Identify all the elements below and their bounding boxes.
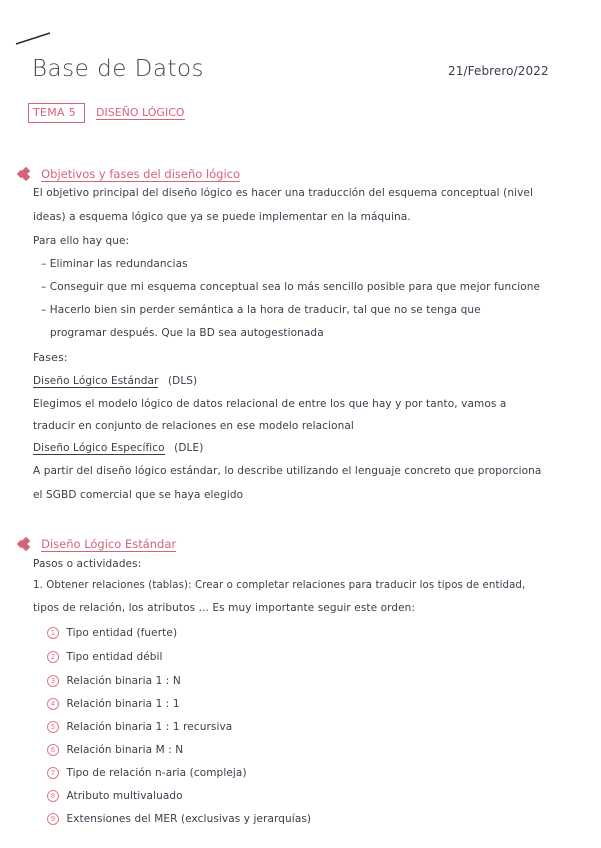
list-item	[47, 767, 247, 779]
step-number-badge: 1	[47, 627, 59, 639]
list-item	[47, 790, 183, 802]
list-item-text: Tipo entidad (fuerte)	[66, 627, 178, 639]
list-item-text: Extensiones del MER (exclusivas y jerarquías)	[66, 813, 312, 825]
section1-heading: Objetivos y fases del diseño lógico	[41, 167, 241, 181]
list-item-text: Relación binaria M : N	[66, 744, 184, 756]
section1-bullet-1: – Eliminar las redundancias	[41, 258, 188, 270]
dls-heading	[33, 375, 197, 387]
dle-abbr: (DLE)	[174, 442, 204, 454]
dle-title: Diseño Lógico Específico	[33, 442, 165, 454]
dls-title: Diseño Lógico Estándar	[33, 375, 159, 387]
list-item	[47, 675, 181, 687]
section1-intro: Para ello hay que:	[33, 235, 130, 247]
dls-line1: Elegimos el modelo lógico de datos relacional de entre los que hay y por tanto, vamos a	[33, 398, 507, 410]
pen-mark	[14, 30, 54, 48]
list-item-text: Relación binaria 1 : N	[66, 675, 181, 687]
section2-heading: Diseño Lógico Estándar	[41, 537, 177, 551]
diamond-bullet-icon	[18, 168, 34, 180]
step-number-badge: 9	[47, 813, 59, 825]
list-item	[47, 651, 163, 663]
list-item-text: Tipo entidad débil	[66, 651, 163, 663]
dle-line2: el SGBD comercial que se haya elegido	[33, 489, 244, 501]
page-date: 21/Febrero/2022	[448, 64, 549, 78]
step-number-badge: 8	[47, 790, 59, 802]
list-item-text: Relación binaria 1 : 1 recursiva	[66, 721, 233, 733]
list-item-text: Atributo multivaluado	[66, 790, 183, 802]
step-number-badge: 2	[47, 651, 59, 663]
step-number-badge: 4	[47, 698, 59, 710]
step-number-badge: 6	[47, 744, 59, 756]
list-item-text: Tipo de relación n-aria (compleja)	[66, 767, 247, 779]
section2-step-line1: 1. Obtener relaciones (tablas): Crear o completar relaciones para traducir los tipos de entidad,	[33, 580, 526, 591]
section1-bullet-3-cont: programar después. Que la BD sea autogestionada	[50, 327, 324, 339]
section1-para1-line1: El objetivo principal del diseño lógico es hacer una traducción del esquema conceptual (nivel	[33, 187, 533, 199]
dle-heading	[33, 442, 203, 454]
list-item	[47, 813, 311, 825]
section2-step-line2: tipos de relación, los atributos ... Es muy importante seguir este orden:	[33, 602, 416, 614]
tema-label: TEMA 5	[33, 106, 76, 119]
section1-bullet-3: – Hacerlo bien sin perder semántica a la hora de traducir, tal que no se tenga que	[41, 304, 481, 316]
step-number-badge: 3	[47, 675, 59, 687]
dls-line2: traducir en conjunto de relaciones en ese modelo relacional	[33, 420, 354, 432]
list-item-text: Relación binaria 1 : 1	[66, 698, 180, 710]
fases-label: Fases:	[33, 351, 68, 364]
dls-abbr: (DLS)	[167, 375, 198, 387]
dle-line1: A partir del diseño lógico estándar, lo describe utilizando el lenguaje concreto que proporciona	[33, 465, 542, 477]
list-item	[47, 698, 180, 710]
list-item	[47, 744, 183, 756]
step-number-badge: 5	[47, 721, 59, 733]
section2-heading-row	[18, 533, 176, 552]
list-item	[47, 721, 232, 733]
subject-title: DISEÑO LÓGICO	[96, 106, 185, 119]
section1-bullet-2: – Conseguir que mi esquema conceptual sea lo más sencillo posible para que mejor funcione	[41, 281, 541, 293]
list-item	[47, 627, 177, 639]
step-number-badge: 7	[47, 767, 59, 779]
section2-intro: Pasos o actividades:	[33, 558, 142, 570]
section1-para1-line2: ideas) a esquema lógico que ya se puede implementar en la máquina.	[33, 211, 411, 223]
page-title: Base de Datos	[32, 56, 205, 82]
tema-box	[28, 103, 85, 123]
diamond-bullet-icon	[18, 538, 34, 550]
section1-heading-row	[18, 163, 240, 182]
